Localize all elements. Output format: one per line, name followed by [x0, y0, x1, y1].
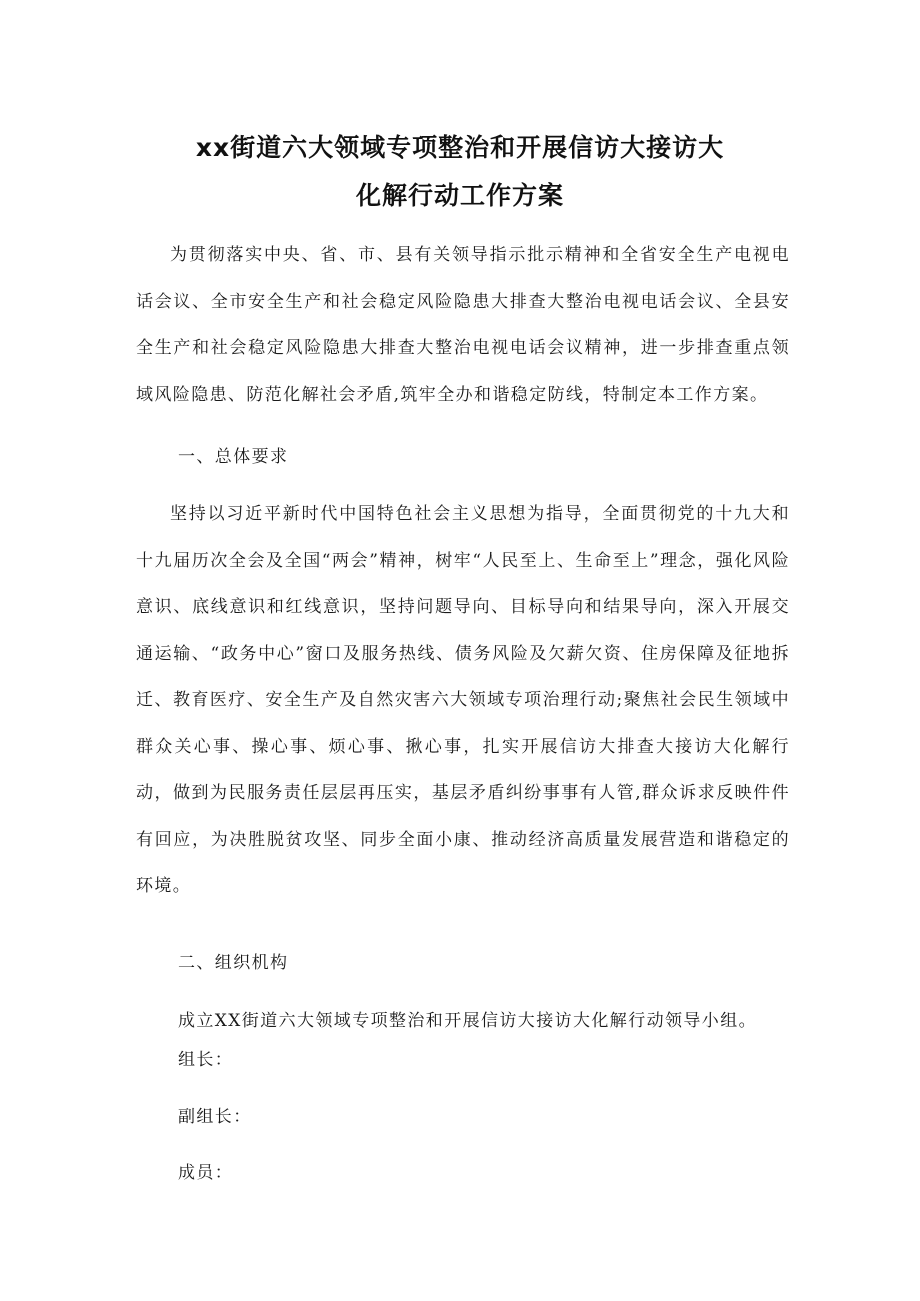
section-1-paragraph: 坚持以习近平新时代中国特色社会主义思想为指导，全面贯彻党的十九大和十九届历次全会及全国“两会”精神，树牢“人民至上、生命至上”理念，强化风险意识、底线意识和红线意识，坚持问题导向、目标导向和结果导向，深入开展交通运输、“政务中心”窗口及服务热线、债务风险及欠薪欠资、住房保障及征地拆迁、教育医疗、安全生产及自然灾害六大领域专项治理行动;聚焦社会民生领域中群众关心事、操心事、烦心事、揪心事，扎实开展信访大排查大接访大化解行动，做到为民服务责任层层再压实，基层矛盾纠纷事事有人管,群众诉求反映件件有回应，为决胜脱贫攻坚、同步全面小康、推动经济高质量发展营造和谐稳定的环境。 [136, 504, 790, 896]
intro-paragraph: 为贯彻落实中央、省、市、县有关领导指示批示精神和全省安全生产电视电话会议、全市安全生产和社会稳定风险隐患大排查大整治电视电话会议、全县安全生产和社会稳定风险隐患大排查大整治电视电话会议精神，进一步排查重点领域风险隐患、防范化解社会矛盾,筑牢全办和谐稳定防线，特制定本工作方案。 [136, 245, 790, 405]
leader-label: 组长： [178, 1050, 234, 1070]
deputy-leader-label: 副组长： [178, 1107, 252, 1127]
document-title-line-1: xx街道六大领域专项整治和开展信访大接访大 [195, 133, 725, 162]
section-1-heading: 一、总体要求 [178, 447, 289, 467]
document-title-line-2: 化解行动工作方案 [355, 181, 564, 210]
members-label: 成员： [178, 1163, 234, 1183]
section-2-paragraph: 成立XX街道六大领域专项整治和开展信访大接访大化解行动领导小组。 [178, 1011, 758, 1031]
section-2-heading: 二、组织机构 [178, 953, 289, 973]
